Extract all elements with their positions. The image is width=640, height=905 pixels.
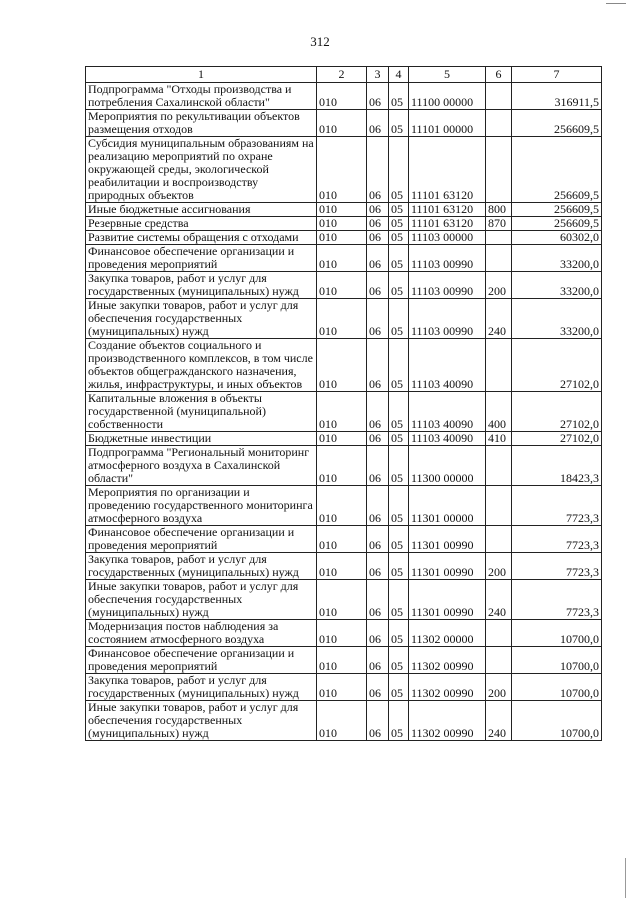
- table-header-row: [86, 67, 602, 83]
- row-expense-type: 200: [486, 553, 512, 580]
- row-amount: 256609,5: [512, 217, 602, 231]
- budget-table-body: [86, 67, 602, 741]
- row-amount: 27102,0: [512, 432, 602, 446]
- row-name: Мероприятия по рекультивации объектов размещения отходов: [86, 110, 317, 137]
- row-subsection: 05: [389, 432, 409, 446]
- row-target-article: 11100 00000: [409, 83, 486, 110]
- column-header: 5: [409, 67, 486, 83]
- row-expense-type: [486, 486, 512, 526]
- table-row: [86, 432, 602, 446]
- row-section: 06: [367, 553, 389, 580]
- row-name: Подпрограмма "Отходы производства и потребления Сахалинской области": [86, 83, 317, 110]
- column-header: 1: [86, 67, 317, 83]
- margin-mark: [625, 858, 626, 898]
- row-subsection: 05: [389, 83, 409, 110]
- row-ministry-code: 010: [317, 137, 367, 203]
- row-target-article: 11103 00990: [409, 299, 486, 339]
- row-ministry-code: 010: [317, 701, 367, 741]
- row-ministry-code: 010: [317, 110, 367, 137]
- row-ministry-code: 010: [317, 339, 367, 392]
- row-section: 06: [367, 203, 389, 217]
- row-expense-type: [486, 83, 512, 110]
- row-expense-type: 240: [486, 701, 512, 741]
- row-expense-type: 200: [486, 674, 512, 701]
- row-amount: 10700,0: [512, 620, 602, 647]
- row-expense-type: [486, 137, 512, 203]
- column-header: 2: [317, 67, 367, 83]
- row-amount: 256609,5: [512, 137, 602, 203]
- row-target-article: 11302 00990: [409, 674, 486, 701]
- column-header: 3: [367, 67, 389, 83]
- row-subsection: 05: [389, 231, 409, 245]
- row-subsection: 05: [389, 137, 409, 203]
- table-row: [86, 674, 602, 701]
- row-ministry-code: 010: [317, 392, 367, 432]
- row-target-article: 11302 00990: [409, 647, 486, 674]
- row-amount: 33200,0: [512, 272, 602, 299]
- row-section: 06: [367, 299, 389, 339]
- row-subsection: 05: [389, 245, 409, 272]
- row-subsection: 05: [389, 217, 409, 231]
- budget-table: [85, 66, 602, 741]
- row-expense-type: 400: [486, 392, 512, 432]
- table-row: [86, 110, 602, 137]
- table-row: [86, 392, 602, 432]
- row-name: Закупка товаров, работ и услуг для государственных (муниципальных) нужд: [86, 272, 317, 299]
- row-ministry-code: 010: [317, 620, 367, 647]
- row-amount: 10700,0: [512, 701, 602, 741]
- row-subsection: 05: [389, 553, 409, 580]
- row-target-article: 11101 63120: [409, 217, 486, 231]
- row-ministry-code: 010: [317, 647, 367, 674]
- row-expense-type: 240: [486, 580, 512, 620]
- row-subsection: 05: [389, 203, 409, 217]
- row-amount: 256609,5: [512, 203, 602, 217]
- table-row: [86, 580, 602, 620]
- row-name: Закупка товаров, работ и услуг для государственных (муниципальных) нужд: [86, 553, 317, 580]
- row-target-article: 11301 00990: [409, 553, 486, 580]
- row-section: 06: [367, 217, 389, 231]
- table-row: [86, 446, 602, 486]
- row-section: 06: [367, 580, 389, 620]
- table-row: [86, 486, 602, 526]
- row-target-article: 11103 40090: [409, 339, 486, 392]
- row-subsection: 05: [389, 486, 409, 526]
- row-section: 06: [367, 339, 389, 392]
- row-subsection: 05: [389, 299, 409, 339]
- row-subsection: 05: [389, 110, 409, 137]
- row-expense-type: [486, 446, 512, 486]
- row-subsection: 05: [389, 392, 409, 432]
- row-expense-type: [486, 620, 512, 647]
- row-name: Мероприятия по организации и проведению государственного мониторинга атмосферного воздуха: [86, 486, 317, 526]
- row-subsection: 05: [389, 647, 409, 674]
- table-row: [86, 245, 602, 272]
- row-name: Подпрограмма "Региональный мониторинг атмосферного воздуха в Сахалинской области": [86, 446, 317, 486]
- row-name: Капитальные вложения в объекты государственной (муниципальной) собственности: [86, 392, 317, 432]
- row-amount: 10700,0: [512, 647, 602, 674]
- row-section: 06: [367, 647, 389, 674]
- row-name: Иные закупки товаров, работ и услуг для обеспечения государственных (муниципальных) нужд: [86, 701, 317, 741]
- row-section: 06: [367, 701, 389, 741]
- row-expense-type: [486, 245, 512, 272]
- row-section: 06: [367, 486, 389, 526]
- page-number: 312: [310, 34, 330, 49]
- row-target-article: 11101 63120: [409, 203, 486, 217]
- table-row: [86, 553, 602, 580]
- row-target-article: 11300 00000: [409, 446, 486, 486]
- row-subsection: 05: [389, 339, 409, 392]
- row-amount: 33200,0: [512, 245, 602, 272]
- table-row: [86, 620, 602, 647]
- row-amount: 18423,3: [512, 446, 602, 486]
- table-row: [86, 701, 602, 741]
- row-expense-type: 410: [486, 432, 512, 446]
- row-section: 06: [367, 432, 389, 446]
- row-amount: 7723,3: [512, 526, 602, 553]
- table-row: [86, 203, 602, 217]
- row-name: Иные закупки товаров, работ и услуг для обеспечения государственных (муниципальных) нужд: [86, 580, 317, 620]
- row-amount: 33200,0: [512, 299, 602, 339]
- row-section: 06: [367, 392, 389, 432]
- row-amount: 7723,3: [512, 580, 602, 620]
- row-amount: 10700,0: [512, 674, 602, 701]
- row-target-article: 11103 40090: [409, 392, 486, 432]
- row-target-article: 11103 40090: [409, 432, 486, 446]
- table-row: [86, 231, 602, 245]
- row-target-article: 11302 00990: [409, 701, 486, 741]
- row-subsection: 05: [389, 526, 409, 553]
- column-header: 4: [389, 67, 409, 83]
- row-ministry-code: 010: [317, 526, 367, 553]
- row-ministry-code: 010: [317, 203, 367, 217]
- table-row: [86, 83, 602, 110]
- row-section: 06: [367, 620, 389, 647]
- row-name: Создание объектов социального и производственного комплексов, в том числе объектов общегражданского назначения, жилья, инфраструктуры, и иных объектов: [86, 339, 317, 392]
- table-row: [86, 299, 602, 339]
- column-header: 7: [512, 67, 602, 83]
- row-amount: 316911,5: [512, 83, 602, 110]
- row-ministry-code: 010: [317, 217, 367, 231]
- row-expense-type: [486, 647, 512, 674]
- row-ministry-code: 010: [317, 553, 367, 580]
- row-name: Бюджетные инвестиции: [86, 432, 317, 446]
- row-name: Иные бюджетные ассигнования: [86, 203, 317, 217]
- row-expense-type: [486, 231, 512, 245]
- row-expense-type: 800: [486, 203, 512, 217]
- row-subsection: 05: [389, 620, 409, 647]
- row-target-article: 11101 00000: [409, 110, 486, 137]
- row-ministry-code: 010: [317, 231, 367, 245]
- row-ministry-code: 010: [317, 245, 367, 272]
- row-ministry-code: 010: [317, 299, 367, 339]
- row-expense-type: [486, 110, 512, 137]
- row-section: 06: [367, 674, 389, 701]
- row-amount: 7723,3: [512, 486, 602, 526]
- row-ministry-code: 010: [317, 83, 367, 110]
- row-section: 06: [367, 137, 389, 203]
- row-section: 06: [367, 245, 389, 272]
- row-subsection: 05: [389, 272, 409, 299]
- row-name: Развитие системы обращения с отходами: [86, 231, 317, 245]
- table-row: [86, 647, 602, 674]
- row-expense-type: 240: [486, 299, 512, 339]
- row-section: 06: [367, 83, 389, 110]
- row-name: Модернизация постов наблюдения за состоянием атмосферного воздуха: [86, 620, 317, 647]
- row-name: Закупка товаров, работ и услуг для государственных (муниципальных) нужд: [86, 674, 317, 701]
- row-expense-type: 200: [486, 272, 512, 299]
- row-expense-type: [486, 339, 512, 392]
- row-subsection: 05: [389, 701, 409, 741]
- row-subsection: 05: [389, 674, 409, 701]
- row-ministry-code: 010: [317, 486, 367, 526]
- row-section: 06: [367, 231, 389, 245]
- row-target-article: 11103 00000: [409, 231, 486, 245]
- row-name: Финансовое обеспечение организации и проведения мероприятий: [86, 647, 317, 674]
- row-amount: 256609,5: [512, 110, 602, 137]
- row-target-article: 11302 00000: [409, 620, 486, 647]
- row-section: 06: [367, 526, 389, 553]
- row-expense-type: [486, 526, 512, 553]
- row-target-article: 11301 00990: [409, 580, 486, 620]
- row-section: 06: [367, 110, 389, 137]
- row-name: Финансовое обеспечение организации и проведения мероприятий: [86, 526, 317, 553]
- row-expense-type: 870: [486, 217, 512, 231]
- row-target-article: 11301 00000: [409, 486, 486, 526]
- row-name: Субсидия муниципальным образованиям на реализацию мероприятий по охране окружающей среды, экологической реабилитации и воспроизводству природных объектов: [86, 137, 317, 203]
- row-name: Иные закупки товаров, работ и услуг для обеспечения государственных (муниципальных) нужд: [86, 299, 317, 339]
- row-ministry-code: 010: [317, 580, 367, 620]
- row-ministry-code: 010: [317, 272, 367, 299]
- row-target-article: 11103 00990: [409, 272, 486, 299]
- row-ministry-code: 010: [317, 674, 367, 701]
- row-subsection: 05: [389, 580, 409, 620]
- row-name: Резервные средства: [86, 217, 317, 231]
- column-header: 6: [486, 67, 512, 83]
- row-section: 06: [367, 272, 389, 299]
- row-amount: 27102,0: [512, 339, 602, 392]
- row-amount: 7723,3: [512, 553, 602, 580]
- row-subsection: 05: [389, 446, 409, 486]
- row-section: 06: [367, 446, 389, 486]
- table-row: [86, 526, 602, 553]
- row-amount: 27102,0: [512, 392, 602, 432]
- row-amount: 60302,0: [512, 231, 602, 245]
- row-ministry-code: 010: [317, 432, 367, 446]
- row-name: Финансовое обеспечение организации и проведения мероприятий: [86, 245, 317, 272]
- table-row: [86, 137, 602, 203]
- table-row: [86, 217, 602, 231]
- row-target-article: 11101 63120: [409, 137, 486, 203]
- row-target-article: 11301 00990: [409, 526, 486, 553]
- table-row: [86, 272, 602, 299]
- row-target-article: 11103 00990: [409, 245, 486, 272]
- edge-mark: [606, 3, 626, 4]
- table-row: [86, 339, 602, 392]
- row-ministry-code: 010: [317, 446, 367, 486]
